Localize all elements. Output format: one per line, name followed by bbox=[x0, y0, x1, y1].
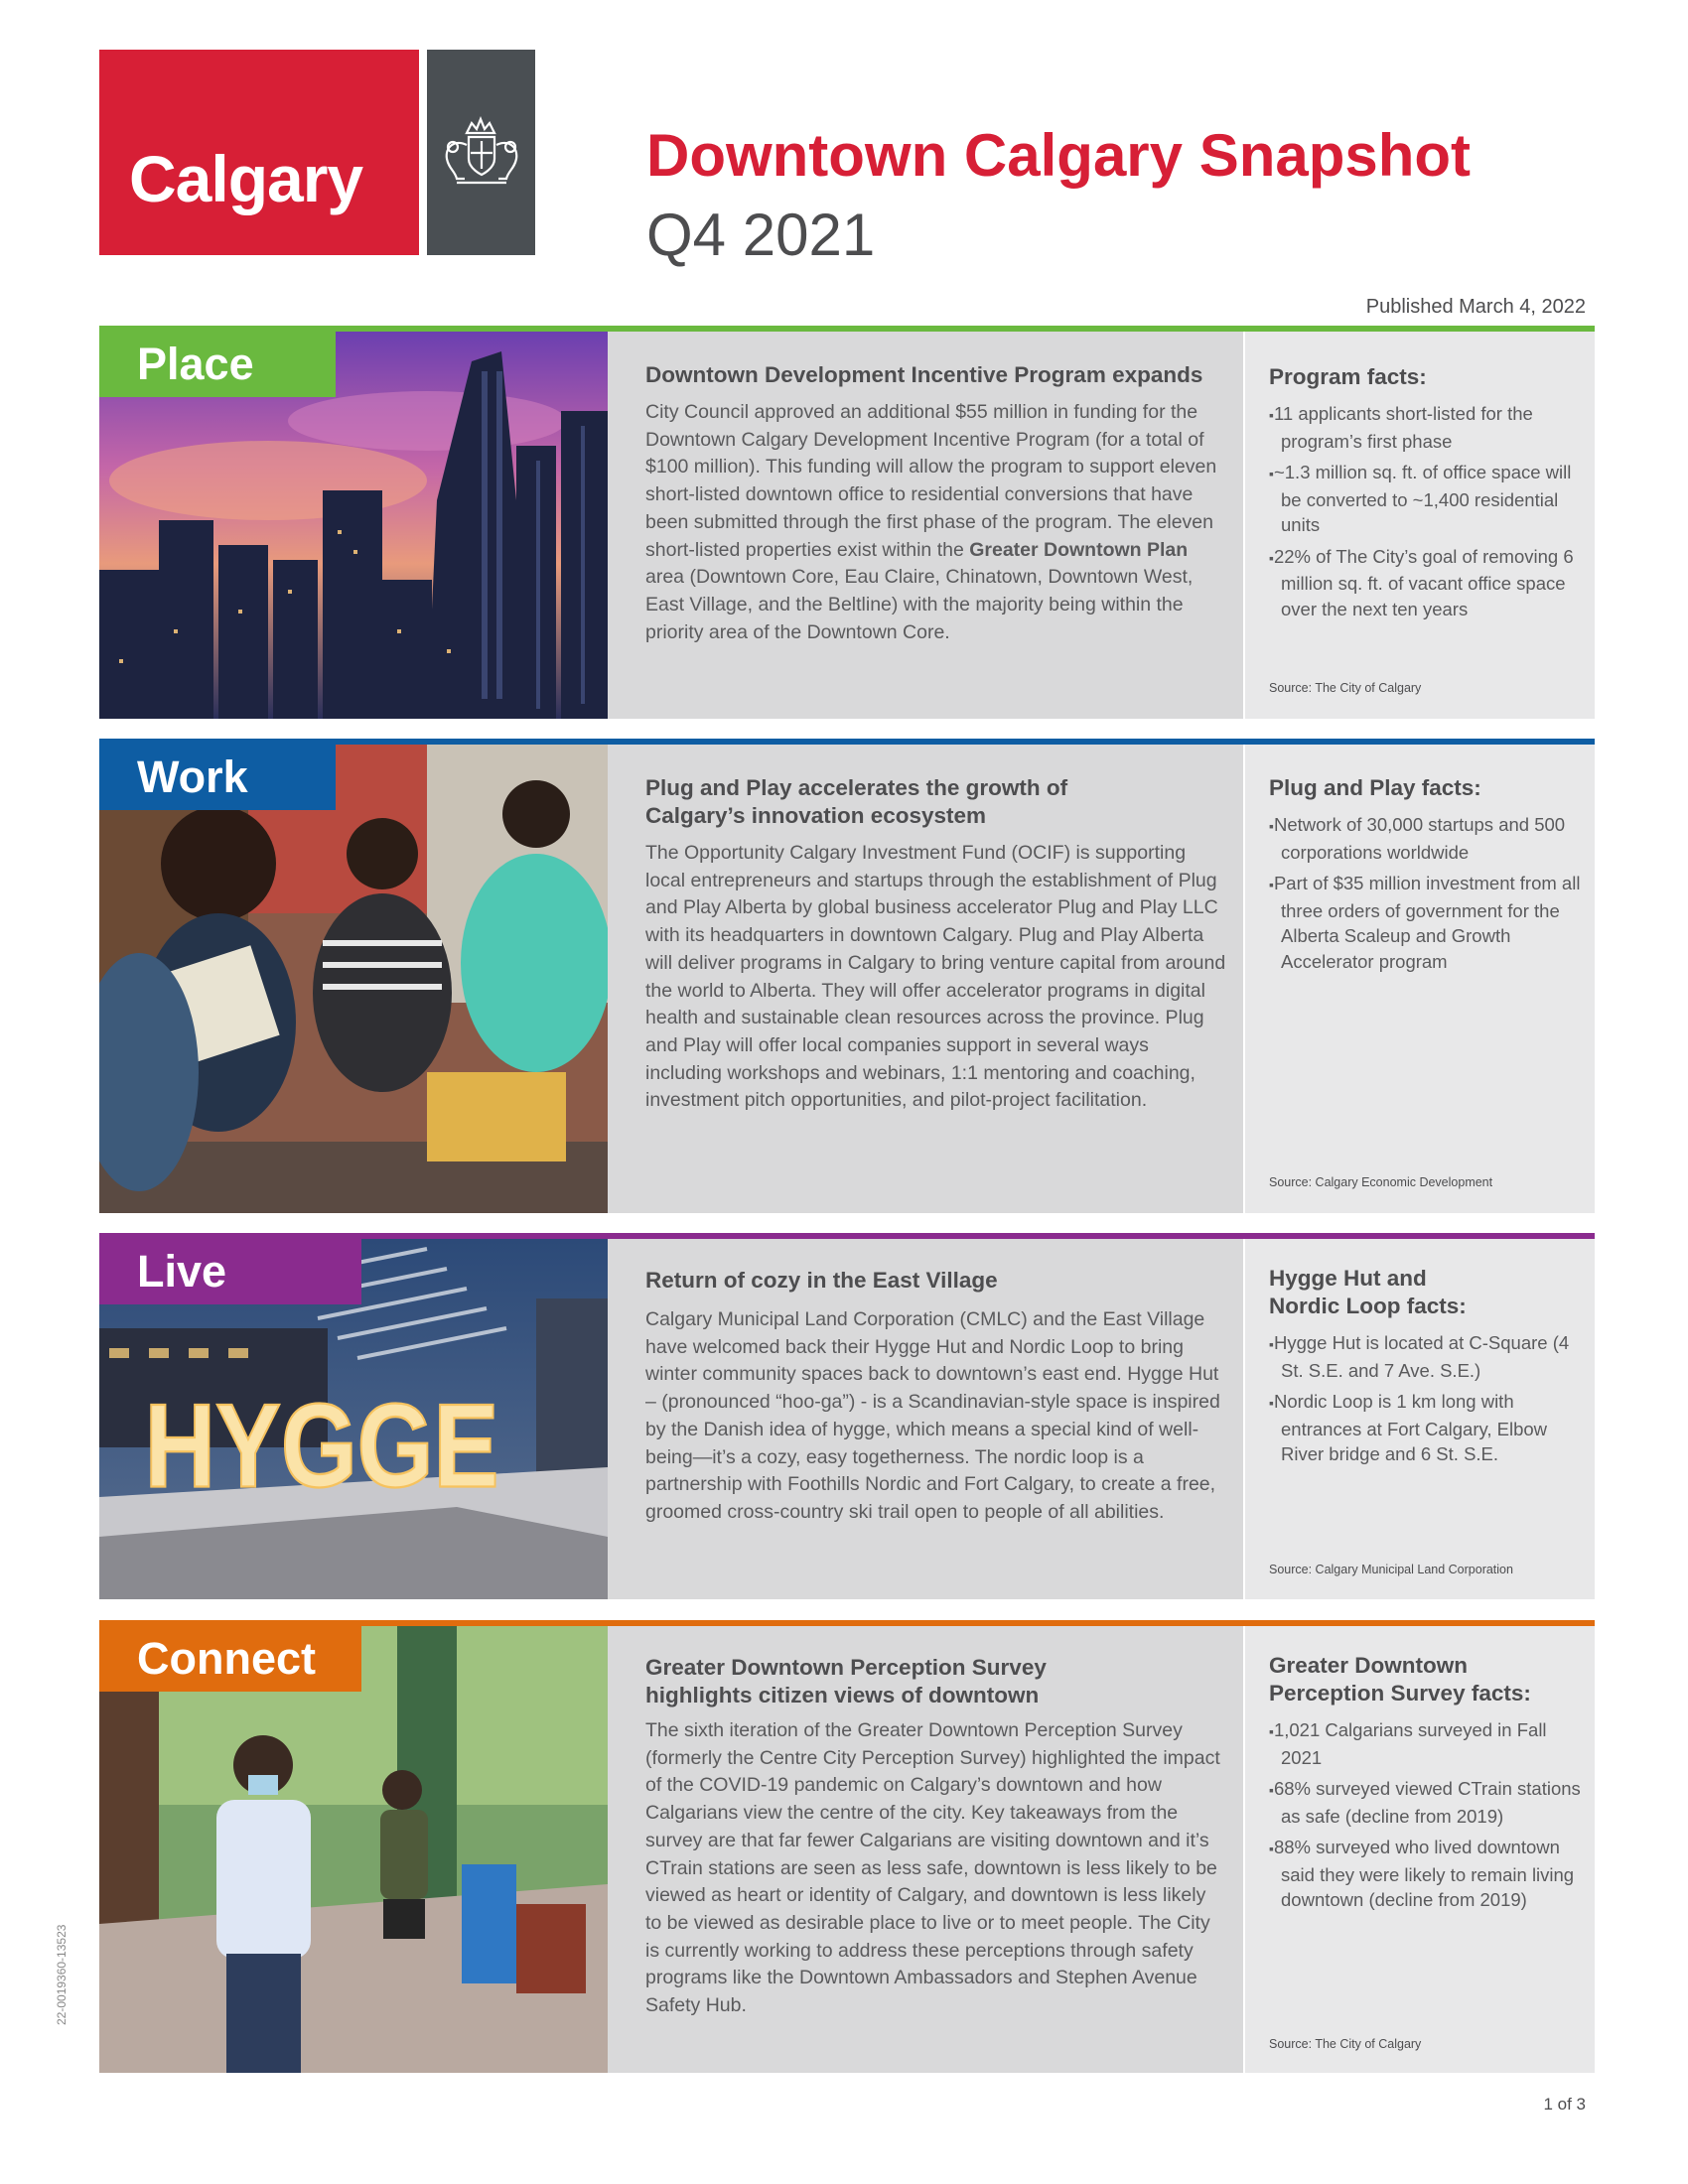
work-article bbox=[608, 745, 1243, 1213]
place-facts-list bbox=[1269, 401, 1589, 627]
live-facts-list bbox=[1269, 1330, 1589, 1473]
live-source: Source: Calgary Municipal Land Corporation bbox=[1269, 1563, 1513, 1576]
work-source: Source: Calgary Economic Development bbox=[1269, 1175, 1493, 1189]
list-item: ▪ 88% surveyed who lived downtown said they were likely to remain living downtown (decline from 2019) bbox=[1269, 1835, 1589, 1913]
work-heading: Plug and Play accelerates the growth of Calgary’s innovation ecosystem bbox=[645, 775, 1068, 828]
crest-icon bbox=[427, 50, 535, 255]
connect-facts-list bbox=[1269, 1717, 1589, 1919]
list-item: ▪ Nordic Loop is 1 km long with entrances at Fort Calgary, Elbow River bridge and 6 St. S.E. bbox=[1269, 1389, 1589, 1467]
connect-body: The sixth iteration of the Greater Downtown Perception Survey (formerly the Centre City Perception Survey) highlighted the impact of the COVID-19 pandemic on Calgary’s downtown and how Calgarians view the centre of the city. Key takeaways from the survey are that far fewer Calgarians are visiting downtown and it’s CTrain stations are seen as less safe, downtown is less likely to be viewed as heart or identity of Calgary, and downtown is less likely to be viewed as desirable place to live or to meet people. The City is currently working to address these perceptions through safety programs like the Downtown Ambassadors and Stephen Avenue Safety Hub. bbox=[645, 1719, 1220, 2017]
section-tag-work: Work bbox=[99, 745, 336, 810]
place-facts-panel bbox=[1245, 332, 1595, 719]
connect-facts-heading: Greater Downtown Perception Survey facts: bbox=[1269, 1653, 1531, 1706]
connect-article bbox=[608, 1626, 1243, 2073]
list-item: ▪ Part of $35 million investment from all three orders of government for the Alberta Scaleup and Growth Accelerator program bbox=[1269, 871, 1589, 974]
coat-of-arms bbox=[427, 50, 535, 255]
page-subtitle: Q4 2021 bbox=[646, 202, 876, 268]
place-body-part2: area (Downtown Core, Eau Claire, Chinatown, Downtown West, East Village, and the Beltline) with the majority being within the priority area of the Downtown Core. bbox=[645, 566, 1194, 643]
live-body: Calgary Municipal Land Corporation (CMLC) and the East Village have welcomed back their Hygge Hut and Nordic Loop to bring winter community spaces back to downtown’s east end. Hygge Hut – (pronounced “hoo-ga”) - is a Scandinavian-style space is inspired by the Danish idea of hygge, which means a special kind of well-being—it’s a cozy, easy togetherness. The nordic loop is a partnership with Foothills Nordic and Fort Calgary, to create a free, groomed cross-country ski trail open to people of all abilities. bbox=[645, 1308, 1220, 1523]
live-article bbox=[608, 1239, 1243, 1599]
connect-heading: Greater Downtown Perception Survey highlights citizen views of downtown bbox=[645, 1655, 1047, 1707]
list-item: ▪ Hygge Hut is located at C-Square (4 St. S.E. and 7 Ave. S.E.) bbox=[1269, 1330, 1589, 1383]
place-heading: Downtown Development Incentive Program expands bbox=[645, 362, 1203, 387]
list-item: ▪ 68% surveyed viewed CTrain stations as safe (decline from 2019) bbox=[1269, 1776, 1589, 1829]
live-facts-panel bbox=[1245, 1239, 1595, 1599]
connect-photo bbox=[99, 1626, 608, 2073]
document-id: 22-0019360-13523 bbox=[55, 1924, 69, 2025]
live-facts-heading: Hygge Hut and Nordic Loop facts: bbox=[1269, 1266, 1467, 1318]
work-body: The Opportunity Calgary Investment Fund (OCIF) is supporting local entrepreneurs and startups through the establishment of Plug and Play Alberta by global business accelerator Plug and Play LLC with its headquarters in downtown Calgary. Plug and Play Alberta will deliver programs in Calgary to bring venture capital from around the world to Alberta. They will offer accelerator programs in digital health and sustainable clean resources across the province. Plug and Play will offer local companies support in several ways including workshops and webinars, 1:1 mentoring and coaching, investment pitch opportunities, and pilot-project facilitation. bbox=[645, 842, 1226, 1112]
list-item: ▪ Network of 30,000 startups and 500 corporations worldwide bbox=[1269, 812, 1589, 865]
place-source: Source: The City of Calgary bbox=[1269, 681, 1422, 695]
place-body-part1: City Council approved an additional $55 million in funding for the Downtown Calgary Development Incentive Program (for a total of $100 million). This funding will allow the program to support eleven short-listed downtown office to residential conversions that have been submitted through the first phase of the program. The eleven short-listed properties exist within the bbox=[645, 401, 1217, 561]
connect-facts-panel bbox=[1245, 1626, 1595, 2073]
place-body-bold: Greater Downtown Plan bbox=[969, 538, 1189, 561]
place-article bbox=[608, 332, 1243, 719]
section-tag-live: Live bbox=[99, 1239, 361, 1304]
list-item: ▪ 22% of The City’s goal of removing 6 million sq. ft. of vacant office space over the next ten years bbox=[1269, 544, 1589, 622]
section-tag-connect: Connect bbox=[99, 1626, 361, 1692]
calgary-logo bbox=[99, 50, 419, 255]
place-facts-heading: Program facts: bbox=[1269, 364, 1427, 389]
list-item: ▪ 11 applicants short-listed for the program’s first phase bbox=[1269, 401, 1589, 454]
work-facts-heading: Plug and Play facts: bbox=[1269, 775, 1481, 800]
place-body bbox=[645, 399, 1226, 646]
work-facts-list bbox=[1269, 812, 1589, 980]
section-tag-place: Place bbox=[99, 332, 336, 397]
hygge-sign: HYGGE bbox=[144, 1380, 499, 1513]
work-facts-panel bbox=[1245, 745, 1595, 1213]
work-photo bbox=[99, 745, 608, 1213]
published-date: Published March 4, 2022 bbox=[1365, 296, 1586, 318]
list-item: ▪ 1,021 Calgarians surveyed in Fall 2021 bbox=[1269, 1717, 1589, 1770]
list-item: ▪ ~1.3 million sq. ft. of office space will be converted to ~1,400 residential units bbox=[1269, 460, 1589, 538]
live-heading: Return of cozy in the East Village bbox=[645, 1268, 998, 1293]
connect-source: Source: The City of Calgary bbox=[1269, 2037, 1422, 2051]
page-title: Downtown Calgary Snapshot bbox=[646, 122, 1472, 189]
logo-wordmark: Calgary bbox=[129, 142, 363, 215]
page-number: 1 of 3 bbox=[1543, 2095, 1586, 2114]
